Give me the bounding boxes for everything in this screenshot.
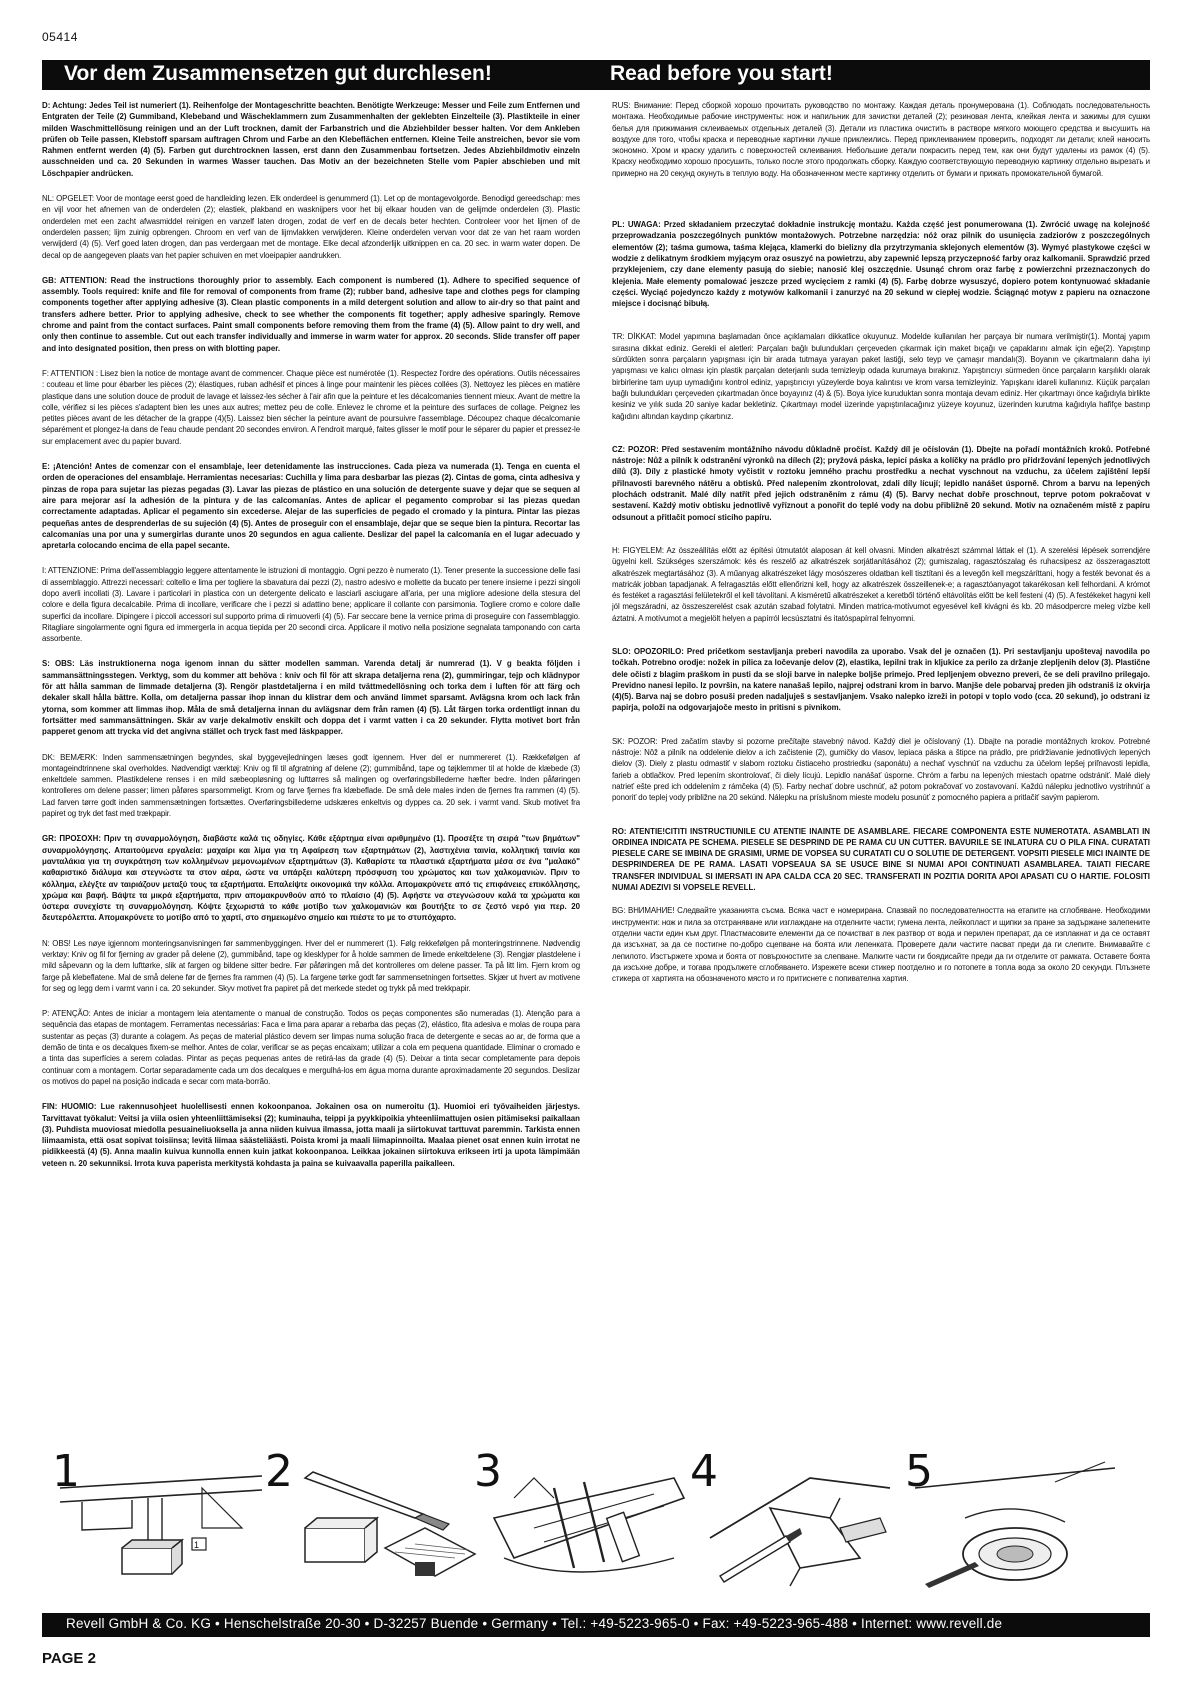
- svg-text:1: 1: [194, 1540, 200, 1550]
- step-number: 2: [265, 1446, 293, 1497]
- instruction-de: D: Achtung: Jedes Teil ist numeriert (1). Reihenfolge der Montageschritte beachten. Benötigte Werkzeuge: Messer und Feile zum Entfernen und Entgraten der Teile (2) Gummiband, Klebeband und Wäscheklammern zum Zusammenhalten der geklebten Einzelteile (3). Plastikteile in einer milden Waschmittellösung reinigen und an der Luft trocknen, damit der Farbanstrich und die Abziehbilder besser halten. Vor dem Ankleben prüfen ob Teile passen, Klebstoff sparsam auftragen Chrom und Farbe an den Klebeflächen entfernen. Kleine Teile anstreichen, bevor sie vom Rahmen entfernt werden (4) (5). Farben gut durchtrocknen lassen, erst dann den Zusammenbau fortsetzen. Jedes Abziehbildmotiv einzeln ausschneiden und ca. 20 Sekunden in warmes Wasser tauchen. Das Motiv an der bezeichneten Stelle vom Papier abschieben und mit Löschpapier andrücken.: [42, 101, 580, 178]
- step-number: 1: [52, 1446, 80, 1497]
- instruction-fi: FIN: HUOMIO: Lue rakennusohjeet huolellisesti ennen kokoonpanoa. Jokainen osa on numeroitu (1). Huomioi eri työvaiheiden järjestys. Tarvittavat työkalut: Veitsi ja viila osien yhteenliittämiseksi (2); kuminauha, teippi ja pyykkipoikia yhteenliimattujen osien pitämiseksi paikallaan (3). Puhdista muoviosat miedolla pesuaineliuoksella ja anna niiden kuivua ilmassa, jotta maali ja siirtokuvat tarttuvat paremmin. Tarkista ennen liimaamista, että osat sopivat toisiinsa; levitä liimaa säästeliäästi. Poista kromi ja maali liimapinnoilta. Maalaa pienet osat ennen kuin irrotat ne pidikkeestä (4) (5). Anna maalin kuivua kunnolla ennen kuin jatkat kokoonpanoa. Leikkaa jokainen siirtokuva erikseen irti ja upota lämpimään veteen n. 20 sekunniksi. Irrota kuva paperista merkitystä kohdasta ja paina se kuivaavalla paperilla paikalleen.: [42, 1102, 580, 1168]
- instructions-right-column: [612, 100, 1150, 984]
- sprue-frame-numbered-part-drawing: [52, 1458, 272, 1590]
- step-4-illustration: [690, 1446, 910, 1590]
- instruction-pl: PL: UWAGA: Przed składaniem przeczytać dokładnie instrukcję montażu. Każda część jest ponumerowana (1). Zwrócić uwagę na kolejność przeprowadzania poszczególnych punktów montażowych. Potrzebne narzędzia: nóż oraz pilnik do usunięcia zadziorów z poszczególnych elementów (2); taśma gumowa, taśma klejąca, klamerki do bielizny dla przytrzymania sklejonych elementów (3). Wymyć plastykowe części w wodzie z delikatnym środkiem myjącym oraz osuszyć na powietrzu, aby zapewnić lepszą przyczepność farby oraz kalkomanii. Sprawdzić przed przyklejeniem, czy dane elementy pasują do siebie; nanosić klej oszczędnie. Usunąć chrom oraz farbę z powierzchni przeznaczonych do klejenia. Małe elementy pomalować jeszcze przed wycięciem z ramki (4) (5). Farbę dobrze wysuszyć, dopiero potem kontynuować składanie części. Wyciąć pojedynczo każdy z motywów kalkomanii i zanurzyć na 20 sekund w ciepłej wodzie. Ściągnąć motyw z papieru na oznaczone miejsce i docisnąć bibułą.: [612, 220, 1150, 309]
- instruction-cz: CZ: POZOR: Před sestavením montážního návodu důkladně pročíst. Každý díl je očíslován (1). Dbejte na pořadí montážních kroků. Potřebné nástroje: Nůž a pilník k odstranění výronků na dílech (2); pryžová páska, lepicí páska a kolíčky na prádlo pro přidržování lepených jednotlivých dílů (3). Díly z plastické hmoty vyčistit v roztoku jemného prachu prostředku a nechat vyschnout na vzduchu, za účelem zajištění lepší přilnavosti barevného nátěru a obtisků. Před nalepením zkontrolovat, zdali díly lícují; lepidlo nanášet úsporně. Chrom a barvu na lepených plochách odstranit. Malé díly natřít před jejich odstraněním z rámu (4) (5). Barvy nechat dobře proschnout, teprve potom pokračovat v sestavení. Každý motiv obtisku jednotlivě vyříznout a ponořit do teplé vody na dobu přibližně 20 sekund. Motiv na označeném místě z papíru odsunout a přitlačit pomocí sticího papíru.: [612, 444, 1150, 522]
- painting-small-parts-drawing: [690, 1458, 910, 1590]
- instruction-bg: BG: ВНИМАНИЕ! Следвайте указанията съсма. Всяка част е номерирана. Спазвай по последователността на етапите на сглобяване. Необходими инструменти: нож и пила за отстраняване или изглаждане на отделните части; гумена лента, лейкопласт и щипки за пране за задържане залепените отделни части един към друг. Пластмасовите елементи да се почистват в лек разтвор от вода и перилен препарат, да се изплакнат и да се оставят да изсъхнат, за да се постигне по-добро сцепване на боята или лепенката. Проверете дали частите пасват преди да ги слепите. Внимавайте с лепилото. Изстържете хрома и боята от повърхностите за слепване. Малките части ги боядисайте преди да ги отделите от рамката. Оставете боята да изсъхне добре, и тогава продължете сглобяването. Изрежете всеки стикер поотделно и го потопете в топла вода за около 20 секунди. Плъзнете стикера от хартията на обозначеното място и го притиснете с попивателна хартия.: [612, 906, 1150, 984]
- title-german: Vor dem Zusammensetzen gut durchlesen!: [64, 62, 492, 85]
- instruction-fr: F: ATTENTION : Lisez bien la notice de montage avant de commencer. Chaque pièce est numérotée (1). Respectez l'ordre des opérations. Outils nécessaires : couteau et lime pour ébarber les pièces (2); élastiques, ruban adhésif et pinces à linge pour maintenir les pièces collées (3). Nettoyez les pièces en matière plastique dans une solution douce de produit de lavage et laissez-les sécher à l'air afin que la peinture et les décalcomanies tiennent mieux. Avant de mettre la colle, vérifiez si les pièces s'adaptent bien les unes aux autres; mettez peu de colle. Enlevez le chrome et la peinture des surfaces de collage. Peignez les petites pièces avant de les détacher de la grappe (4)(5). Laissez bien sécher la peinture avant de poursuivre l'assemblage. Découpez chaque décalcomanie séparément et plongez-la dans de l'eau chaude pendant 20 secondes environ. A l'endroit marqué, faites glisser le motif pour le séparer du papier et pressez-le sur emplacement avec du papier buvard.: [42, 368, 580, 446]
- step-number: 3: [474, 1446, 502, 1497]
- instruction-tr: TR: DİKKAT: Model yapımına başlamadan önce açıklamaları dikkatlice okuyunuz. Modelde kullanılan her parçaya bir numara verilmiştir(1). Montaj yapım sırasına dikkat ediniz. Gerekli el aletleri: Parçaları bağlı bulundukları çerçeveden çıkarmak için maket bıçağı ve çapaklarını almak için eğe(2). Yapıştırıp sürdükten sonra parçaların yapışması için bir arada tutmaya yarayan paket lastiği, selo teyp ve çamaşır mandalı(3). Boyanın ve çıkartmaların daha iyi yapışması ve kalıcı olması için plastik parçaları deterjanlı suda temizleyip odada kurumaya bırakınız. Yapıştırıcıyı sürmeden önce parçaların karşılıklı olarak birbirlerine tam uyup uymadığını kontrol ediniz, yapıştırıcıyı yüzeylerde boya kalıntısı ve krom varsa temizleyiniz. Yapışkanı idareli kullanınız. Küçük parçaları bağlı bulundukları çerçeveden çıkartmadan önce boyayınız (4) & (5). Boya iyice kuruduktan sonra montaja devam ediniz. Her çıkartmayı önce kağıdıyla birlikte kesiniz ve yılık suda 20 saniye kadar bekletiniz. Çıkartmayı model üzerinde yapıştırılacağınız yüzeye koyunuz, üzerinden kurutma kağıdıyla hafifçe bastırıp kağıdını altından kaydırıp çıkartınız.: [612, 332, 1150, 421]
- instruction-sk: SK: POZOR: Pred začatím stavby si pozorne prečítajte stavebný návod. Každý diel je očíslovaný (1). Dbajte na poradie montážnych krokov. Potrebné nástroje: Nôž a pilník na oddelenie dielov a ich začistenie (2), gumičky do vlasov, lepiaca páska a štipce na prádlo, pre pridržiavanie jednotlivých lepených dielov (3). Diely z plastu odmastiť v slabom roztoku čistiaceho prostriedku (saponátu) a nechať vyschnúť na vzduchu za účelom lepšej priľnavosti lepidla, farieb a obtlačkov. Pred lepením skontrolovať, či diely lícujú. Lepidlo nanášať úsporne. Chróm a farbu na lepených miestach opatrne odstrániť. Malé diely natrieť ešte pred ich oddelením z rámčeka (4) (5). Farby nechať dobre uschnúť, až potom pokračovať vo zostavovaní. Každú nálepku jednotlivo vystrihnúť a ponoriť do teplej vody približne na 20 sekúnd. Nálepku na príslušnom mieste modelu posunúť z pomocného papiera a pritlačiť savým papierom.: [612, 736, 1150, 803]
- instruction-ru: RUS: Внимание: Перед сборкой хорошо прочитать руководство по монтажу. Каждая деталь пронумерована (1). Соблюдать последовательность монтажа. Необходимые рабочие инструменты: нож и напильник для зачистки деталей (2); резиновая лента, клейкая лента и зажимы для сушки белья для прижимания склеиваемых отдельных деталей (3). Детали из пластика очистить в растворе мягкого моющего средства и высушить на воздухе для того, чтобы краска и переводные картинки лучше приклеились. Перед приклеиванием проверить, подходят ли детали; клей наносить экономно. Хром и краску удалить с поверхностей склеивания. Небольшие детали покрасить перед тем, как они будут удалены из рамок (4) (5). Краску необходимо хорошо просушить, только после этого продолжать сборку. Каждую соответствующую переводную картинку отдельно вырезать и примерно на 20 секунд окунуть в теплую воду. На обозначенном месте картинку отделить от бумаги и прижать промокательной бумагой.: [612, 101, 1150, 178]
- instruction-no: N: OBS! Les nøye igjennom monteringsanvisningen før sammenbyggingen. Hver del er nummerert (1). Følg rekkefølgen på monteringstrinnene. Nødvendig verktøy: Kniv og fil for fjerning av grader på delene (2), gummibånd, tape og klesklyper for å holde sammen de limede enkeltdelene (3). Rengjør plastdelene i mild såpevann og la dem lufttørke, slik at fargen og bildene sitter bedre. Før påføringen må det kontrolleres om delene passer. Ta på litt lim. Fjern krom og farge på klebeflatene. Mal de små delene før de fjernes fra rammen (4) (5). La fargene tørke godt før sammensetningen fortsettes. Skjær ut hvert av motivene for seg og legg dem i varmt vann i ca. 20 sekunder. Skyv motivet fra papiret på det merkede stedet og trykk på med trekkpapir.: [42, 938, 580, 993]
- instruction-slo: SLO: OPOZORILO: Pred pričetkom sestavljanja preberi navodila za uporabo. Vsak del je označen (1). Pri sestavljanju upoštevaj navodila po točkah. Potrebno orodje: nožek in pilica za ločevanje delov (2), elastika, lepilni trak in kljukice za perilo za držanje zlepljenih delov (3). Plastične dele očisti z blagim praškom in pusti da se sloji barve in nalepke boljše primejo. Pred lepljenjem obvezno preveri, če se deli pravilno prilegajo. Previdno nanesi lepilo. Iz površin, na katere nanašaš lepilo, najprej odstrani krom in barvo. Manjše dele pobarvaj preden jih odstraniš iz okvirja (4)(5). Barva naj se dobro posuši preden nadaljuješ s sestavljanjem. Vsako nalepko izreži in potopi v toplo vodo (cca. 20 sekund), jo odstrani iz papirja, položi na odgovarjajoče mesto in pritisni s pivnikom.: [612, 646, 1150, 713]
- paint-pot-brush-drawing: [905, 1458, 1125, 1590]
- kit-number: 05414: [42, 30, 78, 44]
- instruction-gb: GB: ATTENTION: Read the instructions thoroughly prior to assembly. Each component is numbered (1). Adhere to specified sequence of assembly. Tools required: knife and file for removal of components from frame (2); rubber band, adhesive tape and clothes pegs for clamping components together after applying adhesive (3). Clean plastic components in a mild detergent solution and allow to air-dry so that paint and transfers adhere better. Prior to applying adhesive, check to see whether the components fit together; apply adhesive sparingly. Remove chrome and paint from the contact surfaces. Paint small components before removing them from the frame (4) (5). Allow paint to dry well, and only then continue to assemble. Cut out each transfer individually and immerse in warm water for approx. 20 seconds. Slide transfer off paper and into designated position, then press on with blotting paper.: [42, 275, 580, 353]
- company-address: Revell GmbH & Co. KG • Henschelstraße 20-30 • D-32257 Buende • Germany • Tel.: +49-5223-965-0 • Fax: +49-5223-965-488 • Internet: www.revell.de: [66, 1616, 1003, 1631]
- step-number: 5: [905, 1446, 933, 1497]
- instruction-pt: P: ATENÇÃO: Antes de iniciar a montagem leia atentamente o manual de construção. Todos os peças componentes são numeradas (1). Atenção para a sequência das etapas de montagem. Ferramentas necessárias: Faca e lima para aparar a rebarba das peças (2), elástico, fita adesiva e molas de roupa para sustentar as peças (3) durante a colagem. As peças de material plástico devem ser limpas numa solução fraca de detergente e secas ao ar, de forma que a demão de tinta e os decalques fixem-se melhor. Antes de colar, verificar se as peças encaixam; utilizar a cola em pequena quantidade. Eliminar o cromado e a tinta das superfícies a serem coladas. Pintar as peças pequenas antes de retirá-las da grade (4) (5). Deixar a tinta secar completamente para depois continuar com a montagem. Cortar separadamente cada um dos decalques e mergulhá-los em água morna durante aproximadamente 20 segundos. Deslizar os motivos do papel na posição indicada e secar com mata-borrão.: [42, 1009, 580, 1086]
- instruction-se: S: OBS: Läs instruktionerna noga igenom innan du sätter modellen samman. Varenda detalj är numrerad (1). V g beakta följden i sammansättningsstegen. Verktyg, som du kommer att behöva : kniv och fil för att skrapa detaljerna rena (2), gummiringar, tejp och klädnypor för att hålla samman de limmade detaljerna (3). Rengör plastdetaljerna i en mild tvättmedellösning och torka dem i luften för att färg och dekaler skall hålla bättre. Kolla, om detaljerna passar ihop innan du klistrar dem och använd limmet sparsamt. Avlägsna krom och lack från ytorna, som kommer att limmas ihop. Måla de små detaljerna innan du avlägsnar dem från ramen (4) (5). Låt färgen torka ordentligt innan du fortsätter med sammansättningen. Skär av varje dekalmotiv enskilt och doppa det i varmt vatten i ca 20 sekunder. Flytta motivet bort från papperet genom att trycka vid det angivna stället och tryck fast med läskpapper.: [42, 659, 580, 737]
- header-bar: [42, 60, 1150, 90]
- step-5-illustration: [905, 1446, 1125, 1590]
- instruction-es: E: ¡Atención! Antes de comenzar con el ensamblaje, leer detenidamente las instrucciones. Cada pieza va numerada (1). Tenga en cuenta el orden de operaciones del ensamblaje. Herramientas necesarias: Cuchilla y lima para desbarbar las piezas (2). Cintas de goma, cinta adhesiva y pinzas de ropa para sujetar las piezas pegadas (3). Lavar las piezas de plástico en una solución de detergente suave y dejar que se sequen al aire para mejorar así la adhesión de la pintura y de las calcomanías. Antes de aplicar el pegamento comprobar si las piezas quedan correctamente adaptadas. Aplicar el pegamento sin excederse. Alejar de las superficies de pegado el cromado y la pintura. Pintar las piezas pequeñas antes de desprenderlas de su sujeción (4) (5). Antes de proseguir con el ensamblaje, dejar que se seque bien la pintura. Recortar las calcomanías una por una y sumergirlas durante unos 20 segundos en agua caliente. Deslizar del papel la calcomanía en el lugar adecuado y apretarla colocando encima de ella papel secante.: [42, 462, 580, 551]
- instruction-ro: RO: ATENTIE!CITITI INSTRUCTIUNILE CU ATENTIE INAINTE DE ASAMBLARE. FIECARE COMPONENTA ESTE NUMEROTATA. ASAMBLATI IN ORDINEA INDICATA PE SCHEMA. PIESELE SE DESPRIND DE PE RAMA CU UN CUTTER. BAVURILE SE INLATURA CU O PILA FINA. CURATATI PIESELE CARE SE IMBINA DE GRASIMI, URME DE VOPSEA SU CURATATI CU O SOLUTIE DE DETERGENT. VOPSITI PIESELE MICI INAINTE DE DESPRINDEREA DE PE RAMA. LASATI VOPSEAUA SA SE USUCE BINE SI NUMAI APOI CONTINUATI ASAMBLAREA. TAIATI FIECARE TRANSFER INDIVIDUAL SI IMERSATI IN APA CALDA CCA 20 SEC. TRANSFERATI IN POZITIA DORITA APOI APASATI CU O HARTIE. FOLOSITI NUMAI ADEZIVI SI VOPSELE REVELL.: [612, 826, 1150, 893]
- title-english: Read before you start!: [610, 62, 833, 85]
- instructions-left-column: [42, 100, 580, 1169]
- step-number: 4: [690, 1446, 718, 1497]
- instruction-nl: NL: OPGELET: Voor de montage eerst goed de handleiding lezen. Elk onderdeel is genummerd (1). Let op de montagevolgorde. Benodigd gereedschap: mes en vijl voor het afnemen van de onderdelen (2); elastiek, plakband en wasknijpers voor het bij elkaar houden van de gelijmde onderdelen (3). Plastic onderdelen met een zacht afwasmiddel reinigen en vanzelf laten drogen, zodat de verf en de decals beter hechten. Controleer voor het lijmen of de onderdelen passen; lijm zuinig opbrengen. Chroom en verf van de lijmvlakken verwijderen. Kleine onderdelen vervan voor dat ze van het raam worden verwijderd (4) (5). Verf goed laten drogen, dan pas verdergaan met de montage. Elke decal afzonderlijk uitknippen en ca. 20 sec. in warm water dopen. De decal op de aangegeven plaats van het papier schuiven en met vloeipapier aandrukken.: [42, 194, 580, 260]
- knife-file-drawing: [265, 1458, 485, 1590]
- instruction-hu: H: FIGYELEM: Az összeállítás előtt az építési útmutatót alaposan át kell olvasni. Minden alkatrészt számmal láttak el (1). A szerelési lépések sorrendjére ügyelni kell. Szükséges szerszámok: kés és reszelő az alkatrészek sorjátlanításához (2); gumiszalag, ragasztószalag és ruhacsipesz az összeragasztott alkatrészek megtartásához (3). A műanyag alkatrészeket lágy mosószeres oldatban kell tisztítani és a levegőn kell megszáríttani, hogy a festék bevonat és a matricák jobban tapadjanak. A felragasztás előtt ellenőrizni kell, hogy az alkatrészek összeillenek-e; a ragasztóanyagot takarékosan kell felhordani. A krómot és festéket a ragasztási felületekről el kell távolítani. A kisméretű alkatrészeket a keretből történő eltávolítás előtt be kell festeni (4) (5). A festékeket hagyni kell jól megszáradni, az összeszerelést csak azután szabad folytatni. Minden matrica-motívumot egyesével kell kivágni és kb. 20 másodpercre meleg vízbe kell áztatni. A motívumot a megjelölt helyen a papírról lecsúsztatni és itatóspapírral felnyomni.: [612, 545, 1150, 623]
- instruction-dk: DK: BEMÆRK: Inden sammensætningen begyndes, skal byggevejledningen læses godt igennem. Hver del er nummereret (1). Rækkefølgen af montageindtrinnene skal overholdes. Nødvendigt værktøj: Kniv og fil til afgratning af delene (2); gummibånd, tape og tøjklemmer til at holde de klæbede (3) enkeltdele sammen. Plastikdelene renses i en mild sæbeopløsning og lufttørres så malingen og overføringsbillederne hæfter bedre. Inden påføringen kontrolleres om delene passer; limen påføres sparsommeligt. Krom og farve fjernes fra klæbeflade. De små dele males inden de fjernes fra rammen (4) (5). Lad farven tørre godt inden sammensætningen fortsættes. Overføringsbillederne udskæres enkeltvis og dyppes ca. 20 sek. i varmt vand. Skub motivet fra papiret og tryk det fast med trækpapir.: [42, 752, 580, 819]
- footer-bar: [42, 1613, 1150, 1637]
- step-1-illustration: [52, 1446, 272, 1590]
- instruction-gr: GR: ΠΡΟΣΟΧΗ: Πριν τη συναρμολόγηση, διαβάστε καλά τις οδηγίες. Κάθε εξάρτημα είναι αριθμημένο (1). Προσέξτε τη σειρά "των βημάτων" συναρμολόγησης. Απαιτούμενα εργαλεία: μαχαίρι και λίμα για τη Αφαίρεση των εξαρτημάτων (2), λαστιχένια ταινία, κολλητική ταινία και μανταλάκια για τη συγκράτηση των κολλημένων μεμονωμένων εξαρτημάτων (3). Καθαρίστε τα πλαστικά εξαρτήματα μέσα σε ένα "μαλακό" καθαριστικό διάλυμα και στεγνώστε τα στον αέρα, ώστε να υπάρξει καλύτερη πρόσφυση του χρώματος και των χαλκομανιών. Πριν το κόλλημα, ελέγξτε αν ταιριάζουν μεταξύ τους τα εξαρτήματα. Επαλείψτε οικονομικά την κόλλα. Απομακρύνετε από τις επιφάνειες επικόλλησης, χρώμα και βαφή. Βάψτε τα μικρά εξαρτήματα, πριν απομακρυνθούν από το πλαίσιο (4) (5). Αφήστε να στεγνώσουν καλά τα χρώματα και ύστερα συνεχίστε τη συναρμολόγηση. Κόψτε ξεχωριστά το κάθε μοτίβο των χαλκομανιών και βουτήξτε το σε ζεστό νερό για περ. 20 δευτερόλεπτα. Απομακρύνετε το μοτίβο από το χαρτί, στο σημειωμένο σημείο και πιέστε το με το στυπόχαρτο.: [42, 834, 580, 923]
- page-number: PAGE 2: [42, 1650, 96, 1667]
- instruction-it: I: ATTENZIONE: Prima dell'assemblaggio leggere attentamente le istruzioni di montaggio. Ogni pezzo è numerato (1). Tener presente la successione delle fasi di assemblaggio. Attrezzi necessari: coltello e lima per togliere la sbavatura dai pezzi (2), nastro adesivo e mollette da bucato per tenere insieme i pezzi singoli dopo averli incollati (3). Lavare i particolari in plastica con un detergente delicato e lasciarli asciugare all'aria, per una migliore adesione della stesura del colore e della figura decalcabile. Prima di incollare, verificare che i pezzi si adattino bene; applicare il collante con parsimonia. Togliere cromo e colore dalle superfici da incollare. Dipingere i piccoli accessori sul supporto prima di rimuoverli (4) (5). Far seccare bene la vernice prima di proseguire con l'assemblaggio. Ritagliare singolarmente ogni figura ed immergerla in acqua tiepida per 20 secondi circa. Applicare il motivo nella posizione segnalata tamponando con carta assorbente.: [42, 566, 580, 644]
- step-2-illustration: [265, 1446, 485, 1590]
- step-3-illustration: [474, 1446, 694, 1590]
- clamped-parts-drawing: [474, 1458, 694, 1590]
